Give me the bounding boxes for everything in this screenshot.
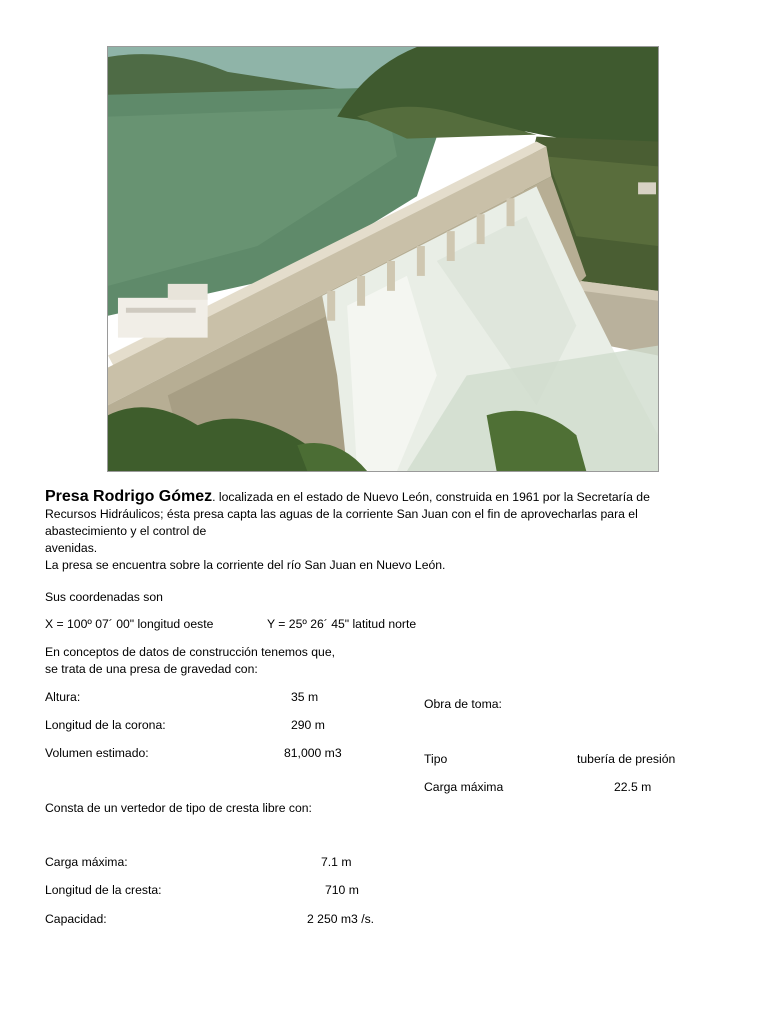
volume-label: Volumen estimado:: [45, 746, 149, 760]
dam-photo: [107, 46, 659, 472]
intro-line-2: Recursos Hidráulicos; ésta presa capta las aguas de la corriente San Juan con el fin de aprovecharlas para el: [45, 507, 638, 521]
intro-line-1: . localizada en el estado de Nuevo León, construida en 1961 por la Secretaría de: [212, 490, 650, 504]
coordinate-x: X = 100º 07´ 00" longitud oeste: [45, 617, 214, 631]
intro-line-5: La presa se encuentra sobre la corriente del río San Juan en Nuevo León.: [45, 558, 446, 572]
intake-heading: Obra de toma:: [424, 697, 502, 711]
intro-line-3: abastecimiento y el control de: [45, 524, 207, 538]
construction-line-1: En conceptos de datos de construcción tenemos que,: [45, 645, 335, 659]
spillway-heading: Consta de un vertedor de tipo de cresta libre con:: [45, 801, 312, 815]
crown-length-label: Longitud de la corona:: [45, 718, 166, 732]
dam-title: Presa Rodrigo Gómez: [45, 488, 213, 505]
intro-paragraph: [45, 488, 725, 574]
intake-type-label: Tipo: [424, 752, 448, 766]
construction-line-2: se trata de una presa de gravedad con:: [45, 662, 258, 676]
intro-line-4: avenidas.: [45, 541, 98, 555]
coordinate-y: Y = 25º 26´ 45" latitud norte: [267, 617, 417, 631]
crest-length-value: 710 m: [325, 883, 359, 897]
spillway-load-label: Carga máxima:: [45, 855, 128, 869]
capacity-label: Capacidad:: [45, 912, 107, 926]
crest-length-label: Longitud de la cresta:: [45, 883, 162, 897]
height-value: 35 m: [291, 690, 319, 704]
intake-load-value: 22.5 m: [614, 780, 652, 794]
intake-load-label: Carga máxima: [424, 780, 504, 794]
spillway-load-value: 7.1 m: [321, 855, 352, 869]
crown-length-value: 290 m: [291, 718, 325, 732]
coordinates-heading: Sus coordenadas son: [45, 590, 163, 604]
intake-type-value: tubería de presión: [577, 752, 676, 766]
height-label: Altura:: [45, 690, 81, 704]
volume-value: 81,000 m3: [284, 746, 342, 760]
capacity-value: 2 250 m3 /s.: [307, 912, 375, 926]
